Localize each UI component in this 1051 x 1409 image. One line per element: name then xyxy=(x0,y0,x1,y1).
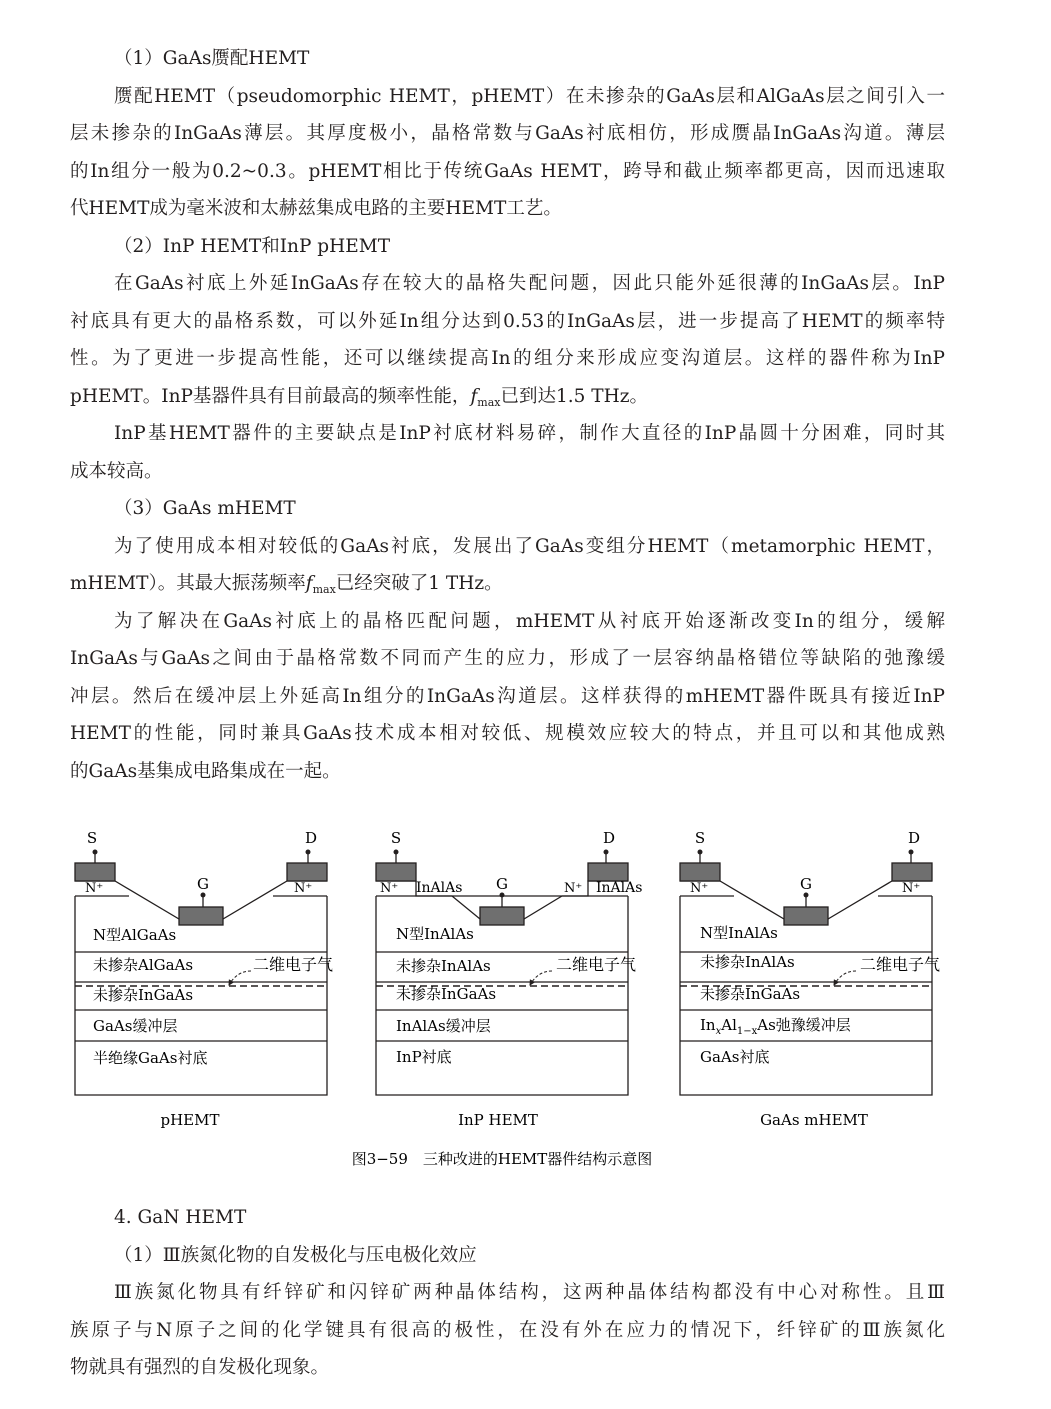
layer-label: 未掺杂InGaAs xyxy=(700,985,801,1003)
paragraph-line: 为了使用成本相对较低的GaAs衬底，发展出了GaAs变组分HEMT（metamorphic HEMT， xyxy=(114,535,945,557)
source-contact xyxy=(680,863,720,881)
layer-label: N型InAlAs xyxy=(396,925,474,943)
layer-label: 未掺杂InGaAs xyxy=(93,986,194,1004)
layer-label: 半绝缘GaAs衬底 xyxy=(93,1049,208,1067)
paragraph-line: 成本较高。 xyxy=(70,460,163,482)
paragraph-line: HEMT的性能，同时兼具GaAs技术成本相对较低、规模效应较大的特点，并且可以和其他成熟 xyxy=(70,723,945,744)
paragraph-line: 层未掺杂的InGaAs薄层。其厚度极小，晶格常数与GaAs衬底相仿，形成赝晶InGaAs沟道。薄层 xyxy=(70,123,945,144)
paragraph-line: 赝配HEMT（pseudomorphic HEMT，pHEMT）在未掺杂的GaAs层和AlGaAs层之间引入一 xyxy=(114,85,945,107)
layer-label: 未掺杂InAlAs xyxy=(396,957,491,975)
heading-gaas-mhemt: （3）GaAs mHEMT xyxy=(114,498,296,519)
n-plus-label: N⁺ xyxy=(690,881,709,896)
drain-label: D xyxy=(907,829,921,847)
paragraph-line: 衬底具有更大的晶格系数，可以外延In组分达到0.53的InGaAs层，进一步提高了HEMT的频率特 xyxy=(70,310,945,332)
layer-label: GaAs衬底 xyxy=(700,1048,770,1066)
paragraph-line: Ⅲ族氮化物具有纤锌矿和闪锌矿两种晶体结构，这两种晶体结构都没有中心对称性。且Ⅲ xyxy=(114,1282,945,1303)
gate-contact xyxy=(480,907,524,925)
n-plus-label: N⁺ xyxy=(294,881,313,896)
layer-label: $In_xAl_{1-x}As$弛豫缓冲层 xyxy=(700,1016,851,1037)
heading-gaas-phemt: （1）GaAs赝配HEMT xyxy=(114,48,310,69)
layer-label: GaAs缓冲层 xyxy=(93,1017,178,1035)
paragraph-line: 为了解决在GaAs衬底上的晶格匹配问题，mHEMT从衬底开始逐渐改变In的组分，缓解 xyxy=(114,610,945,632)
paragraph-line: 物就具有强烈的自发极化现象。 xyxy=(70,1357,330,1378)
layer-label: N型InAlAs xyxy=(700,924,778,942)
paragraph-line: 的In组分一般为0.2~0.3。pHEMT相比于传统GaAs HEMT，跨导和截止频率都更高，因而迅速取 xyxy=(70,160,945,182)
n-plus-label: N⁺ xyxy=(564,881,583,896)
gate-label: G xyxy=(800,875,812,893)
paragraph-line: pHEMT。InP基器件具有目前最高的频率性能，$f_{max}$已到达1.5 THz。 xyxy=(70,385,649,409)
hemt-structure-figure xyxy=(0,815,1051,1185)
heading-gan-hemt: 4. GaN HEMT xyxy=(114,1207,247,1228)
bottom-text xyxy=(70,1199,945,1387)
device-name: pHEMT xyxy=(160,1111,220,1129)
source-label: S xyxy=(694,829,706,847)
2deg-label: 二维电子气 xyxy=(556,955,637,974)
heading-polarization: （1）Ⅲ族氮化物的自发极化与压电极化效应 xyxy=(114,1244,477,1266)
source-label: S xyxy=(390,829,402,847)
cap-layer-label: InAlAs xyxy=(416,880,463,896)
paragraph-line: 的GaAs基集成电路集成在一起。 xyxy=(70,760,341,782)
layer-label: 未掺杂InAlAs xyxy=(700,953,795,971)
cap-layer-label: InAlAs xyxy=(596,880,643,896)
device-name: GaAs mHEMT xyxy=(760,1111,868,1129)
paragraph-line: 代HEMT成为毫米波和太赫兹集成电路的主要HEMT工艺。 xyxy=(70,198,562,219)
layer-label: N型AlGaAs xyxy=(93,926,177,944)
source-label: S xyxy=(86,829,98,847)
device-phemt xyxy=(75,829,333,1129)
gate-label: G xyxy=(496,875,508,893)
layer-label: InAlAs缓冲层 xyxy=(396,1017,491,1035)
gate-label: G xyxy=(197,875,209,893)
top-text xyxy=(70,40,945,790)
figure-caption: 图3−59 三种改进的HEMT器件结构示意图 xyxy=(351,1150,653,1168)
source-contact xyxy=(75,863,115,881)
paragraph-line: 性。为了更进一步提高性能，还可以继续提高In的组分来形成应变沟道层。这样的器件称为InP xyxy=(70,348,945,369)
2deg-label: 二维电子气 xyxy=(253,955,334,974)
drain-label: D xyxy=(602,829,616,847)
drain-contact xyxy=(892,863,932,881)
gate-contact xyxy=(784,907,828,925)
layer-label: InP衬底 xyxy=(396,1048,452,1066)
paragraph-line: 族原子与N原子之间的化学键具有很高的极性，在没有外在应力的情况下，纤锌矿的Ⅲ族氮化 xyxy=(70,1319,945,1341)
drain-contact xyxy=(287,863,327,881)
device-gaas-mhemt xyxy=(680,829,940,1129)
heading-inp-hemt: （2）InP HEMT和InP pHEMT xyxy=(114,235,391,257)
device-inp-hemt xyxy=(376,829,642,1129)
paragraph-line: 在GaAs衬底上外延InGaAs存在较大的晶格失配问题，因此只能外延很薄的InGaAs层。InP xyxy=(114,273,945,294)
layer-label: 未掺杂AlGaAs xyxy=(93,956,194,974)
paragraph-line: 冲层。然后在缓冲层上外延高In组分的InGaAs沟道层。这样获得的mHEMT器件既具有接近InP xyxy=(70,685,945,707)
paragraph-line: mHEMT）。其最大振荡频率$f_{max}$已经突破了1 THz。 xyxy=(70,573,503,596)
paragraph-line: InGaAs与GaAs之间由于晶格常数不同而产生的应力，形成了一层容纳晶格错位等缺陷的弛豫缓 xyxy=(70,648,945,669)
paragraph-line: InP基HEMT器件的主要缺点是InP衬底材料易碎，制作大直径的InP晶圆十分困难，同时其 xyxy=(114,423,945,444)
n-plus-label: N⁺ xyxy=(380,881,399,896)
device-name: InP HEMT xyxy=(458,1111,538,1129)
2deg-label: 二维电子气 xyxy=(860,955,941,974)
layer-label: 未掺杂InGaAs xyxy=(396,985,497,1003)
drain-label: D xyxy=(304,829,318,847)
n-plus-label: N⁺ xyxy=(85,881,104,896)
gate-contact xyxy=(179,907,223,925)
source-contact xyxy=(376,863,416,881)
n-plus-label: N⁺ xyxy=(902,881,921,896)
drain-contact xyxy=(588,863,628,881)
